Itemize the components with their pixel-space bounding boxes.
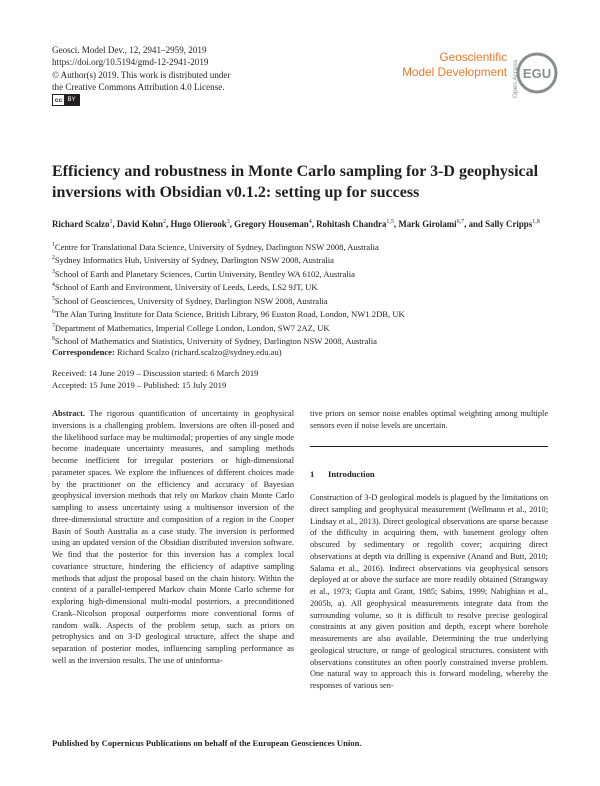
correspondence-label: Correspondence: xyxy=(52,347,115,357)
author-name: Sally Cripps xyxy=(485,218,533,229)
affiliation-number: 8 xyxy=(52,336,55,343)
cc-icon: cc xyxy=(54,96,63,104)
affiliation-text: School of Geosciences, University of Sydney, Darlington NSW 2008, Australia xyxy=(54,295,328,306)
author-affiliation-marker: 2 xyxy=(163,219,166,225)
paper-title: Efficiency and robustness in Monte Carlo sampling for 3-D geophysical inversions with Obsidian v0.1.2: setting up for success xyxy=(52,163,539,201)
affiliation-item xyxy=(52,307,552,320)
affiliation-number: 4 xyxy=(52,282,55,289)
author-affiliation-marker: 4 xyxy=(308,219,312,225)
accepted-dates: Accepted: 15 June 2019 – Published: 15 July 2019 xyxy=(52,379,227,390)
received-dates: Received: 14 June 2019 – Discussion started: 6 March 2019 xyxy=(52,368,259,378)
correspondence xyxy=(52,347,282,357)
journal-name xyxy=(395,50,507,80)
affiliation-number: 6 xyxy=(52,309,55,316)
citation-doi-link[interactable]: https://doi.org/10.5194/gmd-12-2941-2019 xyxy=(52,57,209,68)
author-affiliation-marker: 3 xyxy=(226,219,230,225)
affiliation-text: School of Earth and Planetary Sciences, Curtin University, Bentley WA 6102, Australia xyxy=(54,268,355,279)
egu-logo-icon xyxy=(516,52,558,94)
citation-block xyxy=(52,44,332,94)
author-separator: , xyxy=(311,218,317,229)
author-separator: , xyxy=(112,218,117,229)
abstract-continuation xyxy=(310,408,548,432)
author-affiliation-marker: 1,5 xyxy=(386,219,394,225)
correspondence-text[interactable]: Richard Scalzo (richard.scalzo@sydney.edu.au) xyxy=(117,347,282,357)
section-heading-introduction xyxy=(310,469,375,479)
affiliation-text: Sydney Informatics Hub, University of Sydney, Darlington NSW 2008, Australia xyxy=(54,255,334,266)
affiliation-number: 7 xyxy=(52,322,55,329)
affiliation-item xyxy=(52,267,552,280)
author-separator: , xyxy=(166,218,171,229)
section-number: 1 xyxy=(310,469,315,479)
affiliation-number: 5 xyxy=(52,295,55,302)
affiliation-list xyxy=(52,240,552,348)
affiliation-item xyxy=(52,253,552,266)
affiliation-item xyxy=(52,334,552,347)
publisher-footer: Published by Copernicus Publications on behalf of the European Geosciences Union. xyxy=(52,738,362,748)
affiliation-item xyxy=(52,294,552,307)
abstract-text-continued: tive priors on sensor noise enables optimal weighting among multiple sensors even if noise levels are uncertain. xyxy=(310,409,548,430)
affiliation-text: Department of Mathematics, Imperial College London, London, SW7 2AZ, UK xyxy=(54,322,330,333)
abstract-label: Abstract. xyxy=(52,409,85,418)
affiliation-text: School of Earth and Environment, University of Leeds, Leeds, LS2 9JT, UK xyxy=(54,282,318,293)
author-name: Gregory Houseman xyxy=(234,218,309,229)
author-affiliation-marker: 1 xyxy=(109,219,113,225)
author-name: Hugo Olierook xyxy=(170,218,227,229)
open-access-text: Open Access xyxy=(512,59,519,98)
egu-logo-text: EGU xyxy=(522,66,552,81)
publication-dates xyxy=(52,368,258,391)
author-affiliation-marker: 6,7 xyxy=(456,219,465,225)
section-title: Introduction xyxy=(328,469,375,479)
affiliation-item xyxy=(52,321,552,334)
affiliation-number: 2 xyxy=(52,255,55,262)
affiliation-number: 1 xyxy=(52,242,55,248)
abstract-text: The rigorous quantification of uncertainty in geophysical inversions is a challenging problem. Inversions are often ill-posed and the likelihood surface may be multimodal; properties of any single mode become inadequate uncertainty measures, and sampling methods become inefficient for irregular posteriors or high-dimensional parameter spaces. We explore the influences of different choices made by the practitioner on the efficiency and accuracy of Bayesian geophysical inversion methods that rely on Markov chain Monte Carlo sampling to assess uncertainty using a multisensor inversion of the three-dimensional structure and composition of a region in the Cooper Basin of South Australia as a case study. The inversion is performed using an updated version of the Obsidian distributed inversion software. We find that the posterior for this inversion has a complex local covariance structure, hindering the efficiency of adaptive sampling methods that adjust the proposal based on the chain history. Within the context of a parallel-tempered Markov chain Monte Carlo scheme for exploring high-dimensional multi-modal posteriors, a preconditioned Crank–Nicolson proposal outperforms more conventional forms of random walk. Aspects of the problem setup, such as priors on petrophysics and on 3-D geological structure, affect the shape and separation of posterior modes, influencing sampling performance as well as the inversion results. The use of uninforma- xyxy=(52,409,294,665)
affiliation-item xyxy=(52,280,552,293)
author-list xyxy=(52,216,552,230)
author-name: Mark Girolami xyxy=(398,218,457,229)
journal-name-line1: Geoscientific xyxy=(439,50,507,64)
affiliation-text: School of Mathematics and Statistics, University of Sydney, Darlington NSW 2008, Australia xyxy=(54,336,377,347)
author-name: Rohitash Chandra xyxy=(316,218,387,229)
affiliation-text: The Alan Turing Institute for Data Science, British Library, 96 Euston Road, London, NW1 2DB, UK xyxy=(54,309,405,320)
abstract-column xyxy=(52,408,294,667)
author-separator: , xyxy=(229,218,235,229)
citation-copyright-line: © Author(s) 2019. This work is distributed under xyxy=(52,69,231,80)
by-icon: BY xyxy=(64,95,79,105)
affiliation-text: Centre for Translational Data Science, University of Sydney, Darlington NSW 2008, Australia xyxy=(54,241,379,252)
author-separator: , xyxy=(393,218,399,229)
journal-name-line2: Model Development xyxy=(402,65,507,79)
citation-license-line: the Creative Commons Attribution 4.0 License. xyxy=(52,82,225,93)
author-affiliation-marker: 1,8 xyxy=(532,219,540,225)
affiliation-item xyxy=(52,240,552,253)
citation-journal-line: Geosci. Model Dev., 12, 2941–2959, 2019 xyxy=(52,45,207,55)
author-name: Richard Scalzo xyxy=(52,218,110,229)
author-name: David Kohn xyxy=(116,218,163,229)
introduction-text: Construction of 3-D geological models is plagued by the limitations on direct sampling and geophysical measurement (Wellmann et al., 2010; Lindsay et al., 2013). Direct geological observations are sparse because of the difficulty in acquiring them, with basement geology often obscured by sedimentary or regolith cover; acquiring direct observations at depth via drilling is expensive (Anand and Butt, 2010; Salama et al., 2016). Indirect observations via geophysical sensors deployed at or above the surface are more readily obtained (Strangway et al., 1973; Gupta and Grant, 1985; Sabins, 1999; Nabighian et al., 2005b, a). All geophysical measurements integrate data from the surrounding volume, so it is difficult to resolve precise geological constraints at any given position and depth, except where borehole measurements are also available. Determining the true underlying geological structure, or range of geological structures, consistent with observations constitutes an often poorly constrained inverse problem. One natural way to approach this is forward modeling, whereby the responses of various sen- xyxy=(310,493,548,690)
affiliation-number: 3 xyxy=(52,268,55,275)
cc-by-license-badge[interactable] xyxy=(52,94,80,106)
abstract-divider xyxy=(310,446,548,447)
author-separator: , and xyxy=(464,218,486,229)
